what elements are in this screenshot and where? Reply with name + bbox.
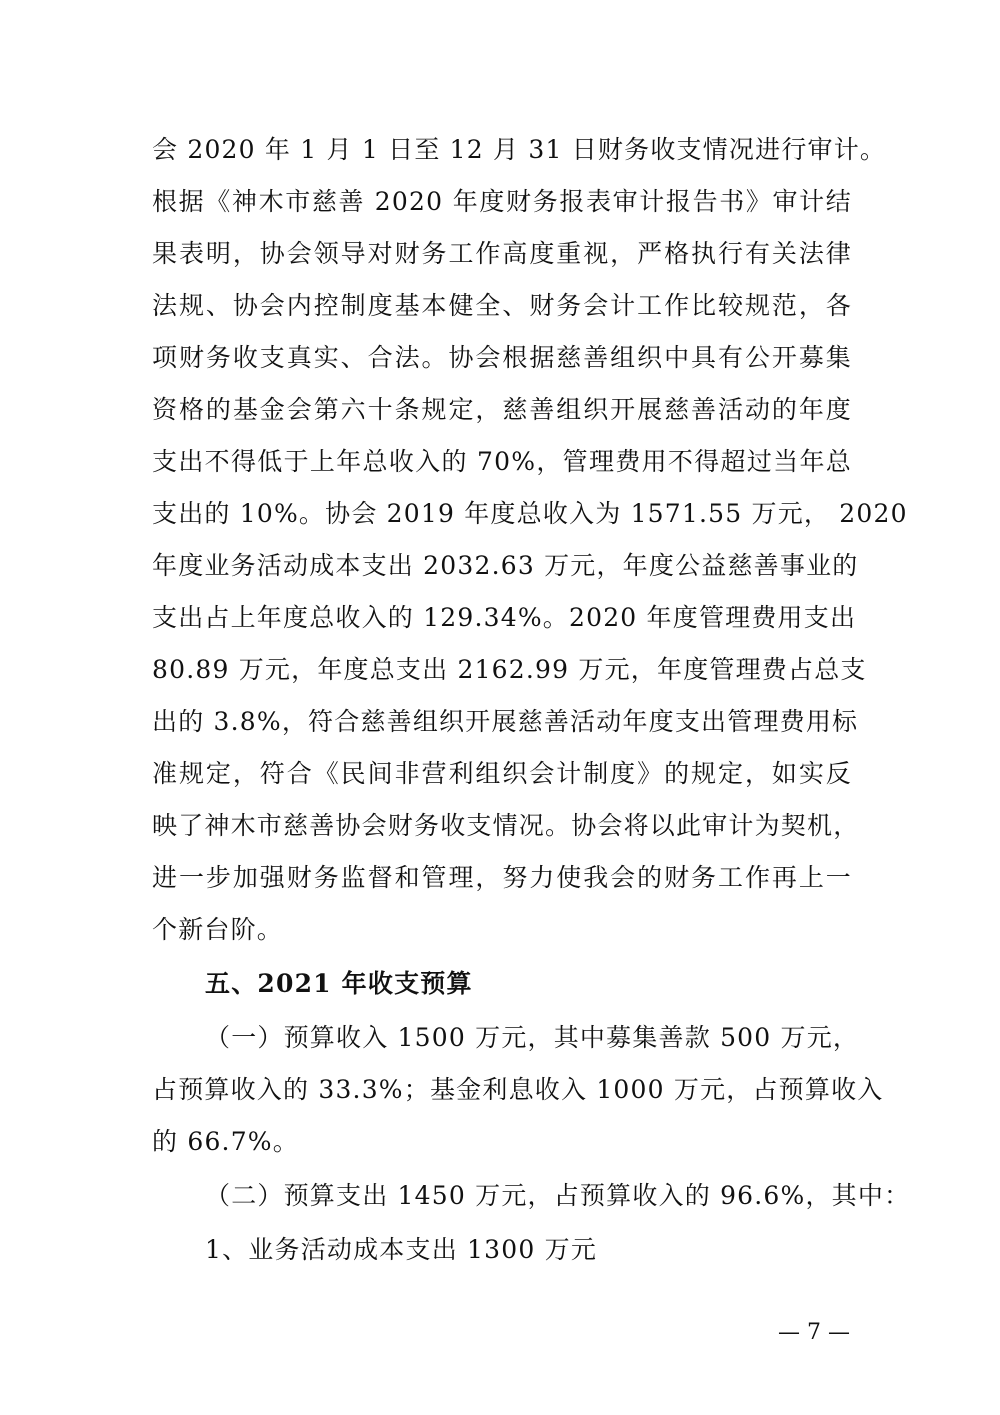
body-line: 根据《神木市慈善 2020 年度财务报表审计报告书》审计结 <box>152 187 852 216</box>
body-line: 年度业务活动成本支出 2032.63 万元，年度公益慈善事业的 <box>152 551 859 580</box>
body-line: 80.89 万元，年度总支出 2162.99 万元，年度管理费占总支 <box>152 655 867 684</box>
budget-item-line: 1、业务活动成本支出 1300 万元 <box>205 1235 598 1264</box>
body-line: 支出的 10%。协会 2019 年度总收入为 1571.55 万元， 2020 <box>152 499 908 528</box>
body-line: 映了神木市慈善协会财务收支情况。协会将以此审计为契机， <box>152 811 860 840</box>
body-line: 资格的基金会第六十条规定，慈善组织开展慈善活动的年度 <box>152 395 852 424</box>
page-number: — 7 — <box>778 1320 850 1345</box>
body-line: 会 2020 年 1 月 1 日至 12 月 31 日财务收支情况进行审计。 <box>152 135 887 164</box>
body-line: 准规定，符合《民间非营利组织会计制度》的规定，如实反 <box>152 759 852 788</box>
body-line: 果表明，协会领导对财务工作高度重视，严格执行有关法律 <box>152 239 852 268</box>
body-line: 个新台阶。 <box>152 915 284 944</box>
body-line: 项财务收支真实、合法。协会根据慈善组织中具有公开募集 <box>152 343 852 372</box>
budget-income-line: （一）预算收入 1500 万元，其中募集善款 500 万元， <box>205 1023 860 1052</box>
body-line: 出的 3.8%，符合慈善组织开展慈善活动年度支出管理费用标 <box>152 707 859 736</box>
body-line: 支出不得低于上年总收入的 70%，管理费用不得超过当年总 <box>152 447 852 476</box>
budget-expense-line: （二）预算支出 1450 万元，占预算收入的 96.6%，其中： <box>205 1181 911 1210</box>
body-line: 支出占上年度总收入的 129.34%。2020 年度管理费用支出 <box>152 603 857 632</box>
body-line: 进一步加强财务监督和管理，努力使我会的财务工作再上一 <box>152 863 852 892</box>
budget-income-line: 占预算收入的 33.3%；基金利息收入 1000 万元，占预算收入 <box>152 1075 884 1104</box>
section-heading: 五、2021 年收支预算 <box>205 969 473 998</box>
body-line: 法规、协会内控制度基本健全、财务会计工作比较规范，各 <box>152 291 852 320</box>
budget-income-line: 的 66.7%。 <box>152 1127 299 1156</box>
